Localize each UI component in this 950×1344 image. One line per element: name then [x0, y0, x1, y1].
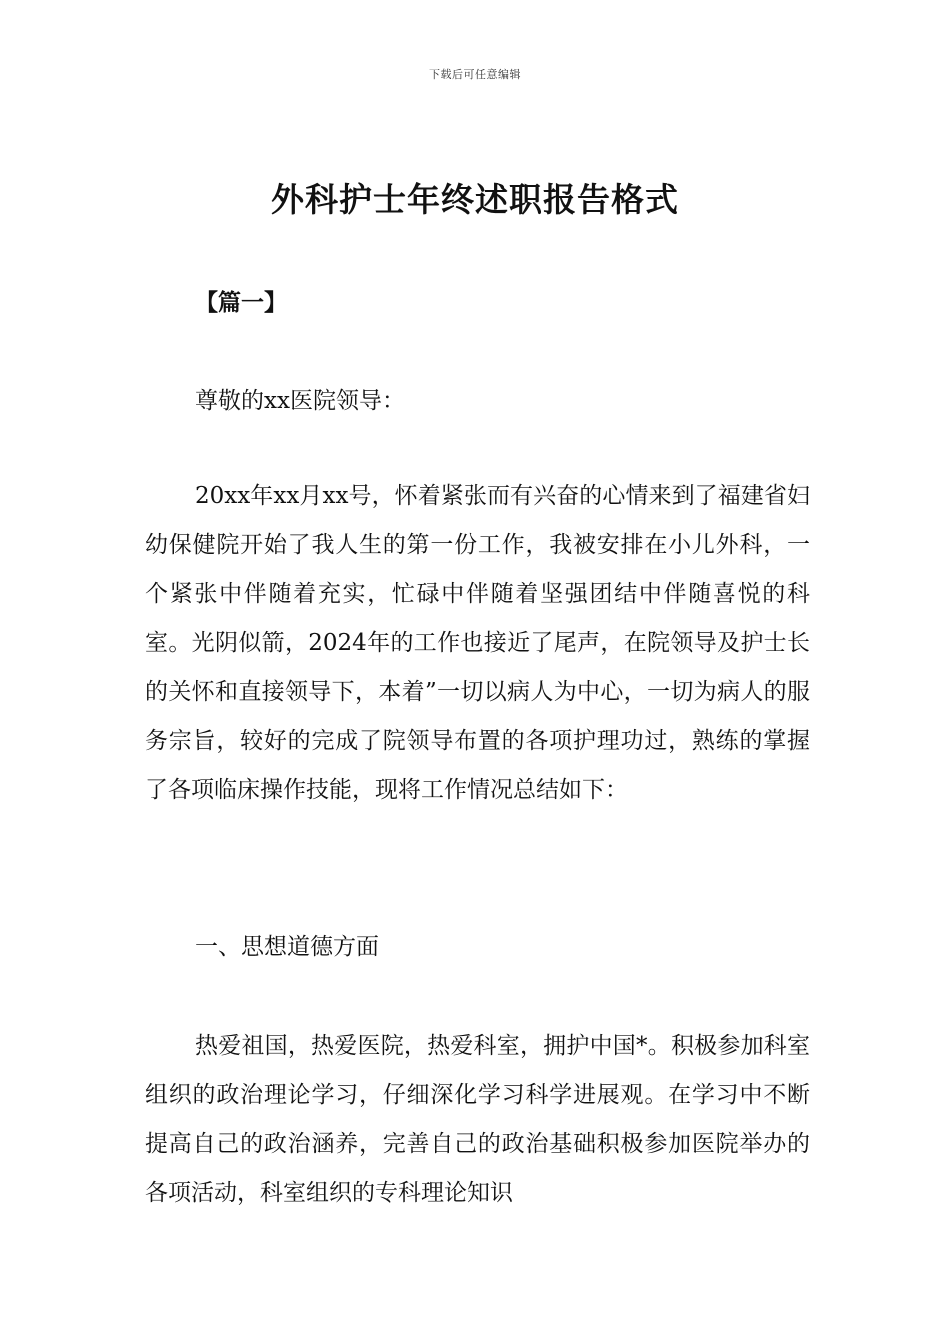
- document-title: 外科护士年终述职报告格式: [271, 180, 679, 219]
- section-label: 【篇一】: [195, 290, 287, 316]
- section-heading: 一、思想道德方面: [195, 934, 379, 960]
- salutation: 尊敬的xx医院领导：: [195, 388, 405, 414]
- header-note: 下载后可任意编辑: [429, 68, 521, 81]
- paragraph-intro: 20xx年xx月xx号，怀着紧张而有兴奋的心情来到了福建省妇幼保健院开始了我人生的第一份工作，我被安排在小儿外科，一个紧张中伴随着充实，忙碌中伴随着坚强团结中伴随喜悦的科室。光阴似箭，2024年的工作也接近了尾声，在院领导及护士长的关怀和直接领导下，本着”一切以病人为中心，一切为病人的服务宗旨，较好的完成了院领导布置的各项护理功过，熟练的掌握了各项临床操作技能，现将工作情况总结如下：: [145, 483, 810, 803]
- paragraph-body: 热爱祖国，热爱医院，热爱科室，拥护中国*。积极参加科室组织的政治理论学习，仔细深化学习科学进展观。在学习中不断提高自己的政治涵养，完善自己的政治基础积极参加医院举办的各项活动，科室组织的专科理论知识: [145, 1033, 810, 1206]
